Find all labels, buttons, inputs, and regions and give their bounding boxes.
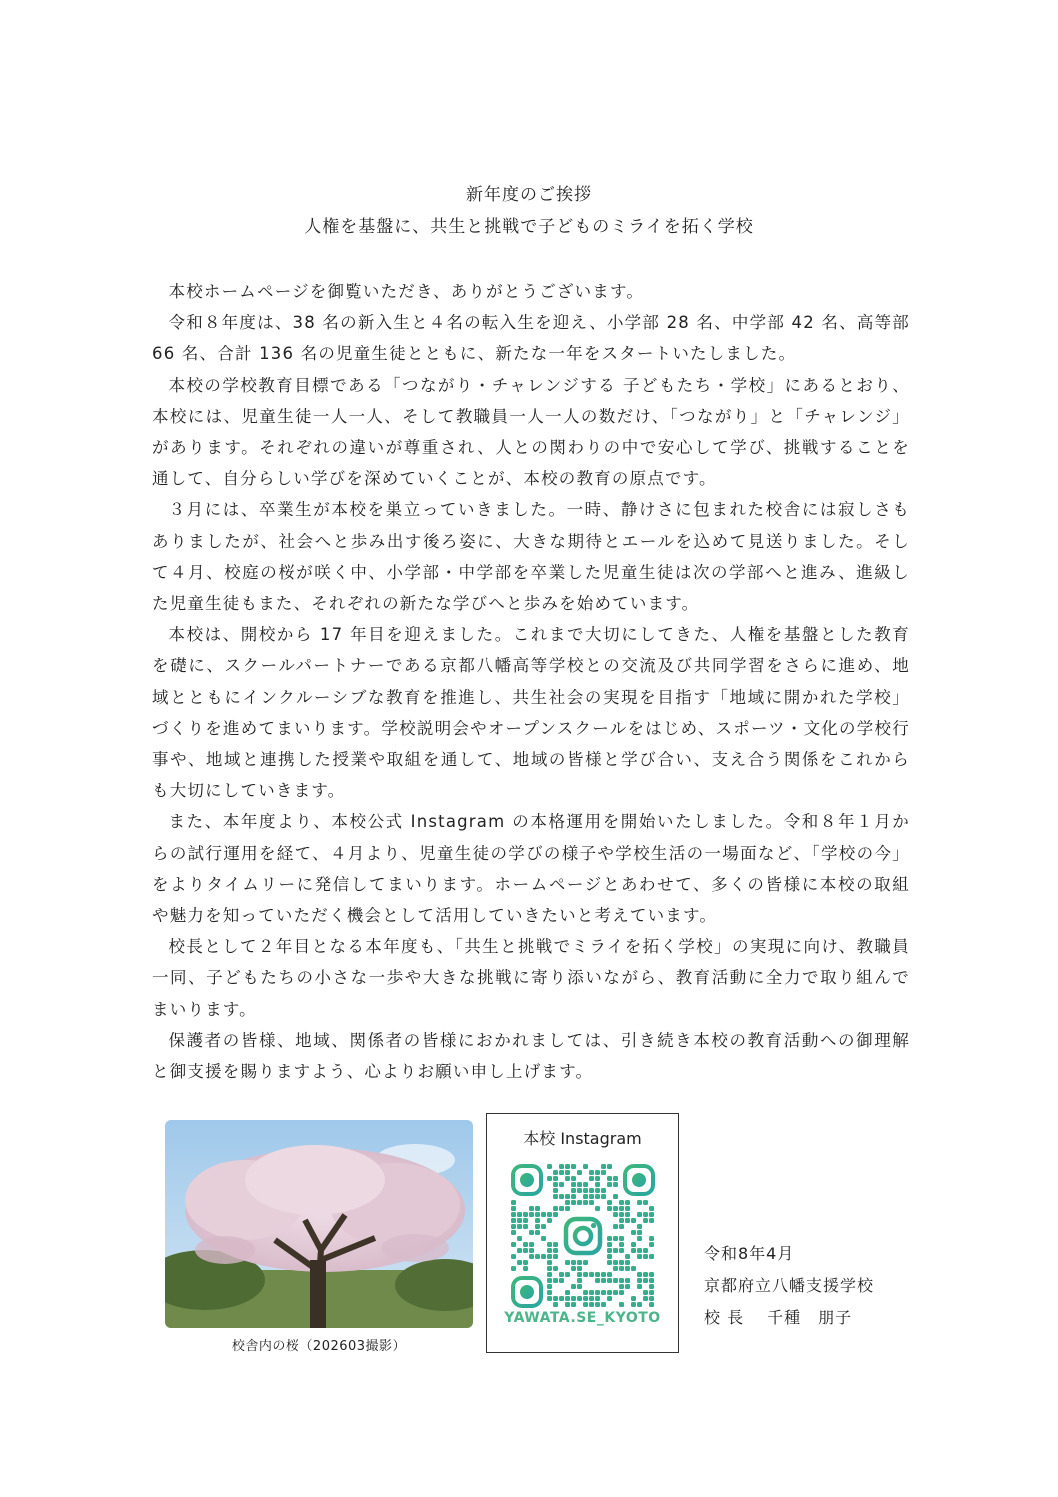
paragraph: 本校の学校教育目標である「つながり・チャレンジする 子どもたち・学校」にあるとおり、本校には、児童生徒一人一人、そして教職員一人一人の数だけ、「つながり」と「チャレンジ」があります。それぞれの違いが尊重され、人との関わりの中で安心して学び、挑戦することを通して、自分らしい学びを深めていくことが、本校の教育の原点です。 (152, 375, 910, 489)
qr-module (523, 1212, 528, 1217)
qr-module (571, 1266, 576, 1271)
qr-module (577, 1170, 582, 1175)
qr-module (577, 1260, 582, 1265)
qr-module (547, 1272, 552, 1277)
qr-module (595, 1182, 600, 1187)
qr-module (649, 1278, 654, 1283)
qr-module (607, 1200, 612, 1205)
qr-module (649, 1296, 654, 1301)
qr-module (565, 1200, 570, 1205)
paragraph: 本校ホームページを御覧いただき、ありがとうございます。 (168, 282, 645, 301)
qr-module (523, 1266, 528, 1271)
qr-module (619, 1212, 624, 1217)
qr-module (577, 1272, 582, 1277)
signature-block (704, 1238, 874, 1334)
qr-module (559, 1170, 564, 1175)
qr-module (637, 1212, 642, 1217)
qr-module (649, 1284, 654, 1289)
qr-module (643, 1254, 648, 1259)
qr-module (595, 1206, 600, 1211)
qr-module (511, 1254, 516, 1259)
page-title: 新年度のご挨拶 (466, 185, 592, 205)
qr-module (643, 1296, 648, 1301)
qr-module (589, 1200, 594, 1205)
qr-module (607, 1182, 612, 1187)
qr-module (595, 1176, 600, 1181)
qr-module (559, 1182, 564, 1187)
qr-module (625, 1254, 630, 1259)
qr-module (571, 1296, 576, 1301)
qr-module (583, 1194, 588, 1199)
qr-module (553, 1182, 558, 1187)
qr-module (613, 1176, 618, 1181)
qr-module (547, 1212, 552, 1217)
greeting-body (152, 276, 910, 1087)
qr-module (649, 1218, 654, 1223)
qr-module (523, 1260, 528, 1265)
qr-module (511, 1230, 516, 1235)
qr-module (553, 1188, 558, 1193)
qr-module (619, 1206, 624, 1211)
qr-module (637, 1200, 642, 1205)
qr-module (571, 1164, 576, 1169)
qr-module (631, 1248, 636, 1253)
qr-module (535, 1206, 540, 1211)
qr-module (619, 1236, 624, 1241)
qr-module (535, 1218, 540, 1223)
qr-module (529, 1248, 534, 1253)
qr-module (571, 1176, 576, 1181)
signature-principal: 校 長 千種 朋子 (704, 1308, 853, 1327)
qr-module (553, 1254, 558, 1259)
qr-module (649, 1272, 654, 1277)
qr-module (613, 1212, 618, 1217)
qr-module (643, 1248, 648, 1253)
qr-module (553, 1266, 558, 1271)
qr-module (565, 1206, 570, 1211)
qr-module (547, 1278, 552, 1283)
qr-module (571, 1260, 576, 1265)
qr-module (583, 1296, 588, 1301)
qr-module (643, 1200, 648, 1205)
qr-module (529, 1206, 534, 1211)
qr-module (547, 1266, 552, 1271)
qr-module (613, 1266, 618, 1271)
qr-module (649, 1236, 654, 1241)
paragraph: 校長として２年目となる本年度も、「共生と挑戦でミライを拓く学校」の実現に向け、教職員一同、子どもたちの小さな一歩や大きな挑戦に寄り添いながら、教育活動に全力で取り組んでまいります。 (152, 937, 910, 1019)
qr-module (595, 1188, 600, 1193)
qr-module (559, 1296, 564, 1301)
qr-module (547, 1164, 552, 1169)
qr-module (583, 1164, 588, 1169)
qr-module (541, 1254, 546, 1259)
qr-module (553, 1302, 558, 1307)
qr-module (607, 1272, 612, 1277)
qr-module (643, 1272, 648, 1277)
qr-module (613, 1236, 618, 1241)
qr-module (607, 1290, 612, 1295)
qr-module (637, 1272, 642, 1277)
qr-module (589, 1170, 594, 1175)
qr-module (637, 1230, 642, 1235)
qr-module (595, 1302, 600, 1307)
qr-module (577, 1266, 582, 1271)
qr-module (631, 1302, 636, 1307)
qr-module (553, 1296, 558, 1301)
qr-module (547, 1254, 552, 1259)
qr-module (649, 1242, 654, 1247)
qr-module (637, 1284, 642, 1289)
qr-module (559, 1164, 564, 1169)
qr-module (607, 1164, 612, 1169)
qr-module (607, 1206, 612, 1211)
qr-module (535, 1224, 540, 1229)
qr-module (583, 1302, 588, 1307)
qr-module (529, 1212, 534, 1217)
qr-module (577, 1284, 582, 1289)
qr-module (637, 1302, 642, 1307)
instagram-title: 本校 Instagram (523, 1129, 642, 1148)
qr-module (565, 1194, 570, 1199)
qr-module (547, 1176, 552, 1181)
instagram-handle[interactable]: YAWATA.SE_KYOTO (504, 1310, 661, 1326)
qr-module (565, 1164, 570, 1169)
qr-module (601, 1272, 606, 1277)
qr-code-icon (509, 1162, 657, 1310)
page-subtitle: 人権を基盤に、共生と挑戦で子どものミライを拓く学校 (304, 217, 754, 237)
qr-module (625, 1278, 630, 1283)
qr-module (565, 1296, 570, 1301)
qr-module (553, 1212, 558, 1217)
qr-module (529, 1254, 534, 1259)
qr-module (643, 1212, 648, 1217)
photo-caption: 校舎内の桜（202603撮影） (231, 1339, 407, 1354)
qr-module (571, 1284, 576, 1289)
qr-module (613, 1248, 618, 1253)
qr-module (637, 1248, 642, 1253)
qr-module (511, 1212, 516, 1217)
qr-module (517, 1224, 522, 1229)
qr-module (523, 1248, 528, 1253)
qr-module (613, 1224, 618, 1229)
qr-module (511, 1224, 516, 1229)
qr-module (565, 1176, 570, 1181)
qr-module (541, 1236, 546, 1241)
qr-module (553, 1242, 558, 1247)
qr-module (601, 1164, 606, 1169)
qr-module (565, 1302, 570, 1307)
qr-module (595, 1272, 600, 1277)
qr-module (607, 1242, 612, 1247)
qr-module (649, 1290, 654, 1295)
qr-module (565, 1260, 570, 1265)
qr-module (583, 1182, 588, 1187)
qr-module (577, 1296, 582, 1301)
qr-module (559, 1272, 564, 1277)
qr-module (595, 1194, 600, 1199)
qr-module (631, 1230, 636, 1235)
qr-module (529, 1230, 534, 1235)
qr-module (583, 1260, 588, 1265)
qr-module (547, 1218, 552, 1223)
qr-module (607, 1278, 612, 1283)
qr-module (607, 1176, 612, 1181)
qr-module (631, 1218, 636, 1223)
qr-module (613, 1260, 618, 1265)
paragraph: ３月には、卒業生が本校を巣立っていきました。一時、静けさに包まれた校舎には寂しさもありましたが、社会へと歩み出す後ろ姿に、大きな期待とエールを込めて見送りました。そして４月、校庭の桜が咲く中、小学部・中学部を卒業した児童生徒は次の学部へと進み、進級した児童生徒もまた、それぞれの新たな学びへと歩みを始めています。 (152, 500, 910, 614)
qr-module (619, 1284, 624, 1289)
qr-module (517, 1218, 522, 1223)
qr-module (613, 1290, 618, 1295)
qr-module (607, 1248, 612, 1253)
qr-module (523, 1218, 528, 1223)
qr-module (595, 1290, 600, 1295)
qr-module (517, 1260, 522, 1265)
qr-module (607, 1296, 612, 1301)
qr-module (643, 1290, 648, 1295)
qr-module (571, 1200, 576, 1205)
qr-module (553, 1248, 558, 1253)
qr-module (637, 1254, 642, 1259)
cherry-blossom-photo (165, 1120, 473, 1328)
qr-module (589, 1194, 594, 1199)
qr-module (595, 1296, 600, 1301)
qr-module (541, 1224, 546, 1229)
qr-module (571, 1182, 576, 1187)
qr-module (631, 1296, 636, 1301)
qr-module (625, 1212, 630, 1217)
qr-module (643, 1278, 648, 1283)
qr-module (559, 1278, 564, 1283)
qr-module (511, 1218, 516, 1223)
qr-module (613, 1206, 618, 1211)
qr-module (631, 1242, 636, 1247)
qr-module (559, 1194, 564, 1199)
paragraph: 令和８年度は、38 名の新入生と４名の転入生を迎え、小学部 28 名、中学部 42 名、高等部 66 名、合計 136 名の児童生徒とともに、新たな一年をスタートいたしました。 (152, 313, 910, 364)
qr-module (625, 1206, 630, 1211)
qr-module (649, 1254, 654, 1259)
qr-module (517, 1212, 522, 1217)
qr-module (547, 1290, 552, 1295)
qr-module (613, 1278, 618, 1283)
qr-module (583, 1200, 588, 1205)
qr-module (553, 1278, 558, 1283)
qr-module (601, 1170, 606, 1175)
qr-module (625, 1284, 630, 1289)
qr-module (535, 1230, 540, 1235)
qr-module (643, 1218, 648, 1223)
qr-module (595, 1278, 600, 1283)
qr-module (577, 1278, 582, 1283)
qr-module (607, 1254, 612, 1259)
qr-module (547, 1284, 552, 1289)
qr-module (625, 1260, 630, 1265)
qr-module (577, 1188, 582, 1193)
qr-module (553, 1194, 558, 1199)
qr-module (589, 1290, 594, 1295)
qr-module (619, 1224, 624, 1229)
paragraph: また、本年度より、本校公式 Instagram の本格運用を開始いたしました。令和８年１月からの試行運用を経て、４月より、児童生徒の学びの様子や学校生活の一場面など、「学校の今」をよりタイムリーに発信してまいります。ホームページとあわせて、多くの皆様に本校の取組や魅力を知っていただく機会として活用していきたいと考えています。 (152, 812, 910, 926)
qr-module (619, 1242, 624, 1247)
qr-module (583, 1188, 588, 1193)
qr-module (571, 1188, 576, 1193)
qr-module (583, 1290, 588, 1295)
qr-module (589, 1302, 594, 1307)
qr-module (523, 1242, 528, 1247)
qr-module (649, 1206, 654, 1211)
qr-module (607, 1236, 612, 1241)
qr-module (517, 1248, 522, 1253)
qr-module (511, 1242, 516, 1247)
qr-module (559, 1206, 564, 1211)
qr-module (607, 1260, 612, 1265)
qr-module (649, 1302, 654, 1307)
qr-module (535, 1212, 540, 1217)
qr-module (601, 1302, 606, 1307)
qr-module (589, 1176, 594, 1181)
qr-module (637, 1236, 642, 1241)
qr-module (625, 1218, 630, 1223)
qr-module (589, 1272, 594, 1277)
qr-module (511, 1206, 516, 1211)
qr-module (619, 1266, 624, 1271)
qr-module (619, 1200, 624, 1205)
qr-module (577, 1182, 582, 1187)
qr-module (649, 1212, 654, 1217)
qr-module (619, 1260, 624, 1265)
qr-module (553, 1206, 558, 1211)
qr-module (565, 1290, 570, 1295)
qr-module (547, 1260, 552, 1265)
qr-module (571, 1302, 576, 1307)
qr-module (517, 1236, 522, 1241)
qr-module (553, 1170, 558, 1175)
qr-module (547, 1296, 552, 1301)
qr-module (601, 1278, 606, 1283)
qr-module (541, 1212, 546, 1217)
qr-module (631, 1266, 636, 1271)
qr-module (601, 1188, 606, 1193)
qr-module (601, 1194, 606, 1199)
paragraph: 保護者の皆様、地域、関係者の皆様におかれましては、引き続き本校の教育活動への御理解と御支援を賜りますよう、心よりお願い申し上げます。 (152, 1030, 910, 1082)
qr-module (511, 1266, 516, 1271)
qr-module (583, 1272, 588, 1277)
qr-module (553, 1176, 558, 1181)
qr-module (601, 1290, 606, 1295)
qr-module (589, 1188, 594, 1193)
qr-module (625, 1266, 630, 1271)
qr-module (613, 1194, 618, 1199)
qr-module (595, 1170, 600, 1175)
qr-module (547, 1248, 552, 1253)
instagram-qr-card[interactable] (486, 1113, 679, 1353)
qr-module (511, 1200, 516, 1205)
qr-module (619, 1248, 624, 1253)
qr-module (547, 1242, 552, 1247)
qr-module (619, 1218, 624, 1223)
qr-module (637, 1278, 642, 1283)
paragraph: 本校は、開校から 17 年目を迎えました。これまで大切にしてきた、人権を基盤とした教育を礎に、スクールパートナーである京都八幡高等学校との交流及び共同学習をさらに進め、地域とともにインクルーシブな教育を推進し、共生社会の実現を目指す「地域に開かれた学校」づくりを進めてまいります。学校説明会やオープンスクールをはじめ、スポーツ・文化の学校行事や、地域と連携した授業や取組を通して、地域の皆様と学び合い、支え合う関係をこれからも大切にしていきます。 (152, 625, 910, 801)
qr-module (565, 1272, 570, 1277)
qr-module (619, 1278, 624, 1283)
qr-module (529, 1242, 534, 1247)
signature-school: 京都府立八幡支援学校 (704, 1276, 875, 1295)
qr-module (613, 1182, 618, 1187)
qr-module (637, 1224, 642, 1229)
signature-date: 令和8年4月 (704, 1244, 795, 1263)
qr-module (523, 1224, 528, 1229)
qr-module (625, 1200, 630, 1205)
qr-module (571, 1194, 576, 1199)
qr-module (535, 1254, 540, 1259)
qr-module (619, 1302, 624, 1307)
qr-module (577, 1200, 582, 1205)
qr-module (619, 1290, 624, 1295)
qr-module (565, 1170, 570, 1175)
qr-module (589, 1296, 594, 1301)
